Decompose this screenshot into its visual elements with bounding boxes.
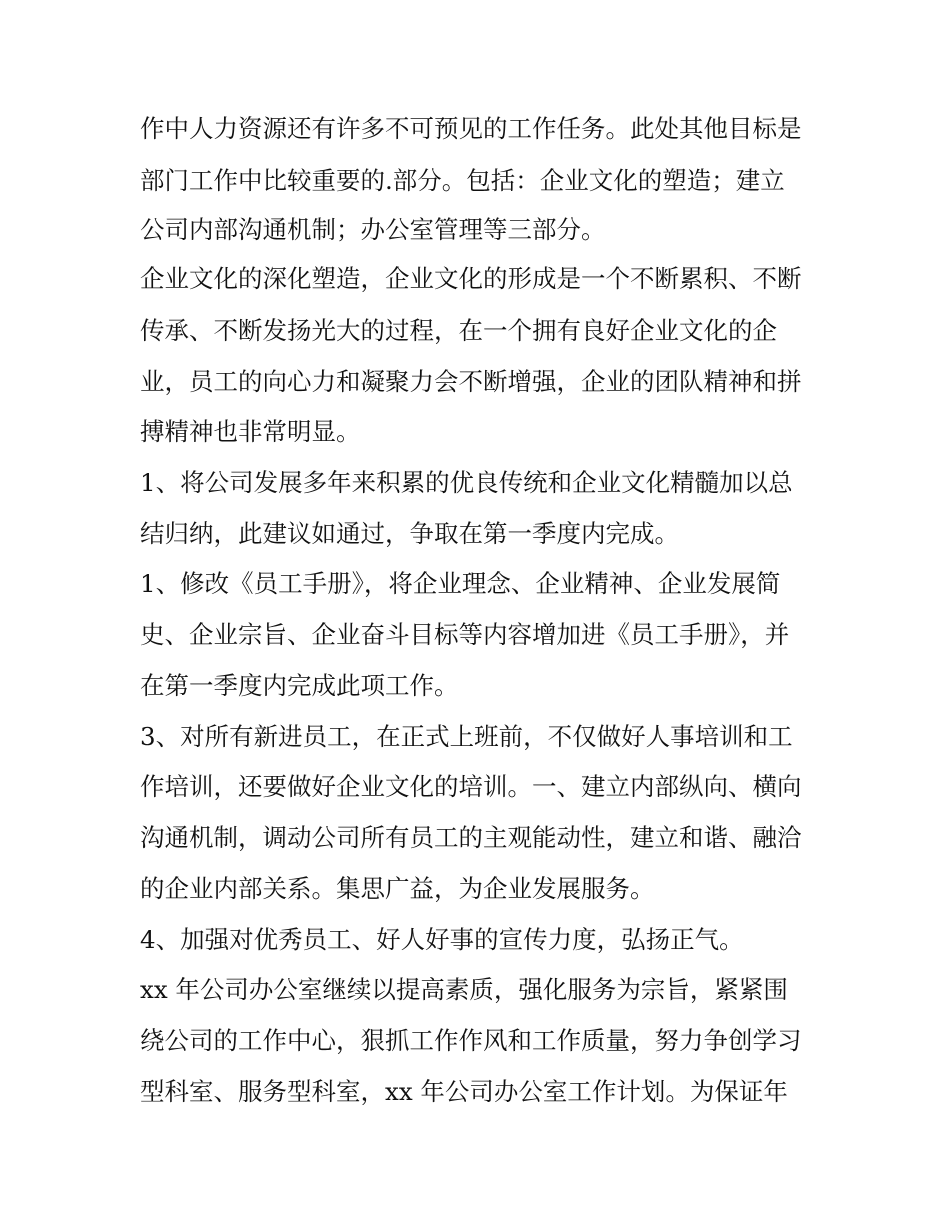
text-line: 绕公司的工作中心，狠抓工作作风和工作质量，努力争创学习 (140, 1026, 802, 1055)
list-item-line: 1、修改《员工手册》，将企业理念、企业精神、企业发展简 (140, 569, 781, 598)
text-line: 沟通机制，调动公司所有员工的主观能动性，建立和谐、融洽 (140, 823, 802, 852)
text-line: 公司内部沟通机制；办公室管理等三部分。 (140, 215, 606, 244)
text-line: 业，员工的向心力和凝聚力会不断增强，企业的团队精神和拼 (140, 367, 802, 396)
text-line: 作中人力资源还有许多不可预见的工作任务。此处其他目标是 (140, 114, 802, 143)
text-line: 搏精神也非常明显。 (140, 417, 361, 446)
text-line: 部门工作中比较重要的.部分。包括：企业文化的塑造；建立 (140, 166, 785, 195)
list-item-line: 4、加强对优秀员工、好人好事的宣传力度，弘扬正气。 (140, 925, 744, 954)
list-item-line: 1、将公司发展多年来积累的优良传统和企业文化精髓加以总 (140, 468, 793, 497)
text-line: 在第一季度内完成此项工作。 (140, 671, 459, 700)
text-line: 作培训，还要做好企业文化的培训。一、建立内部纵向、横向 (140, 772, 802, 801)
list-item-line: 3、对所有新进员工，在正式上班前，不仅做好人事培训和工 (140, 722, 793, 751)
text-line: 的企业内部关系。集思广益，为企业发展服务。 (140, 874, 655, 903)
text-line: 结归纳，此建议如通过，争取在第一季度内完成。 (140, 519, 679, 548)
text-line: 传承、不断发扬光大的过程，在一个拥有良好企业文化的企 (140, 316, 777, 345)
paragraph-start-line: 企业文化的深化塑造，企业文化的形成是一个不断累积、不断 (140, 264, 802, 293)
text-line: 史、企业宗旨、企业奋斗目标等内容增加进《员工手册》，并 (140, 620, 790, 649)
text-line: 型科室、服务型科室，xx 年公司办公室工作计划。为保证年 (140, 1077, 788, 1106)
paragraph-start-line: xx 年公司办公室继续以提高素质，强化服务为宗旨，紧紧围 (140, 975, 788, 1004)
